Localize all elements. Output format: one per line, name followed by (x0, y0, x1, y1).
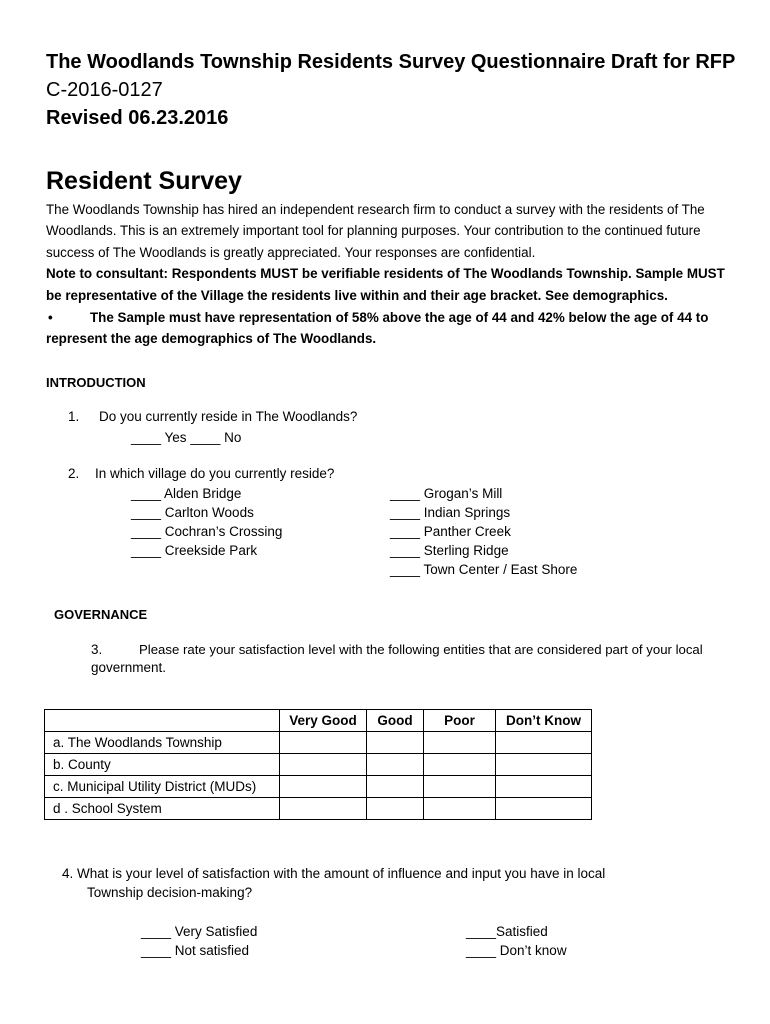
rating-cell[interactable] (367, 732, 424, 754)
column-header: Poor (424, 710, 496, 732)
rating-cell[interactable] (496, 754, 592, 776)
consultant-note-line: Note to consultant: Respondents MUST be verifiable residents of The Woodlands Township. Sample MUST (46, 266, 725, 281)
village-option[interactable]: ____ Alden Bridge (131, 486, 242, 501)
sample-requirement-line: represent the age demographics of The Woodlands. (46, 331, 377, 346)
satisfaction-option[interactable]: ____ Don’t know (466, 943, 567, 958)
table-row (45, 732, 592, 754)
column-header: Don’t Know (496, 710, 592, 732)
satisfaction-rating-table (44, 709, 592, 820)
rating-cell[interactable] (424, 754, 496, 776)
village-option[interactable]: ____ Grogan’s Mill (390, 486, 503, 501)
rating-cell[interactable] (280, 798, 367, 820)
rating-cell[interactable] (424, 776, 496, 798)
satisfaction-option[interactable]: ____Satisfied (466, 924, 548, 939)
intro-paragraph-line: The Woodlands Township has hired an independent research firm to conduct a survey with the residents of The (46, 202, 705, 217)
village-option[interactable]: ____ Indian Springs (390, 505, 511, 520)
village-option[interactable]: ____ Panther Creek (390, 524, 511, 539)
question-3-text: Please rate your satisfaction level with the following entities that are considered part of your local (139, 642, 703, 657)
question-3-number: 3. (91, 642, 103, 657)
rating-cell[interactable] (424, 732, 496, 754)
question-4-text-continued: Township decision-making? (87, 885, 253, 900)
rating-cell[interactable] (496, 776, 592, 798)
satisfaction-option[interactable]: ____ Not satisfied (141, 943, 250, 958)
village-option[interactable]: ____ Creekside Park (131, 543, 258, 558)
satisfaction-option[interactable]: ____ Very Satisfied (141, 924, 258, 939)
rating-cell[interactable] (367, 798, 424, 820)
entity-label: a. The Woodlands Township (45, 732, 280, 754)
survey-heading: Resident Survey (46, 167, 242, 195)
document-title: The Woodlands Township Residents Survey Questionnaire Draft for RFP (46, 51, 736, 73)
bullet-icon: • (48, 310, 53, 325)
question-2-number: 2. (68, 466, 80, 481)
column-header: Very Good (280, 710, 367, 732)
rating-cell[interactable] (367, 754, 424, 776)
rating-cell[interactable] (496, 798, 592, 820)
table-row (45, 798, 592, 820)
consultant-note-line: be representative of the Village the residents live within and their age bracket. See demographics. (46, 288, 668, 303)
table-header-row (45, 710, 592, 732)
entity-label: b. County (45, 754, 280, 776)
question-1-options[interactable]: ____ Yes ____ No (131, 430, 242, 445)
section-governance-label: GOVERNANCE (54, 607, 148, 622)
question-1-text: Do you currently reside in The Woodlands? (99, 409, 358, 424)
rating-cell[interactable] (367, 776, 424, 798)
question-2-text: In which village do you currently reside? (95, 466, 335, 481)
revision-date: Revised 06.23.2016 (46, 107, 229, 129)
column-header: Good (367, 710, 424, 732)
rating-cell[interactable] (280, 754, 367, 776)
sample-requirement-line: The Sample must have representation of 58% above the age of 44 and 42% below the age of 44 to (90, 310, 709, 325)
entity-label: d . School System (45, 798, 280, 820)
village-option[interactable]: ____ Cochran’s Crossing (131, 524, 283, 539)
rating-cell[interactable] (280, 732, 367, 754)
intro-paragraph-line: Woodlands. This is an extremely important tool for planning purposes. Your contribution to the continued future (46, 223, 701, 238)
village-option[interactable]: ____ Sterling Ridge (390, 543, 509, 558)
table-row (45, 754, 592, 776)
question-4-text: 4. What is your level of satisfaction with the amount of influence and input you have in local (62, 866, 606, 881)
table-corner-cell (45, 710, 280, 732)
rating-cell[interactable] (280, 776, 367, 798)
section-introduction-label: INTRODUCTION (46, 375, 146, 390)
village-option[interactable]: ____ Carlton Woods (131, 505, 254, 520)
intro-paragraph-line: success of The Woodlands is greatly appreciated. Your responses are confidential. (46, 245, 536, 260)
table-row (45, 776, 592, 798)
village-option[interactable]: ____ Town Center / East Shore (390, 562, 578, 577)
document-code: C-2016-0127 (46, 79, 163, 101)
question-3-text-continued: government. (91, 660, 167, 675)
question-1-number: 1. (68, 409, 80, 424)
rating-cell[interactable] (496, 732, 592, 754)
rating-cell[interactable] (424, 798, 496, 820)
entity-label: c. Municipal Utility District (MUDs) (45, 776, 280, 798)
